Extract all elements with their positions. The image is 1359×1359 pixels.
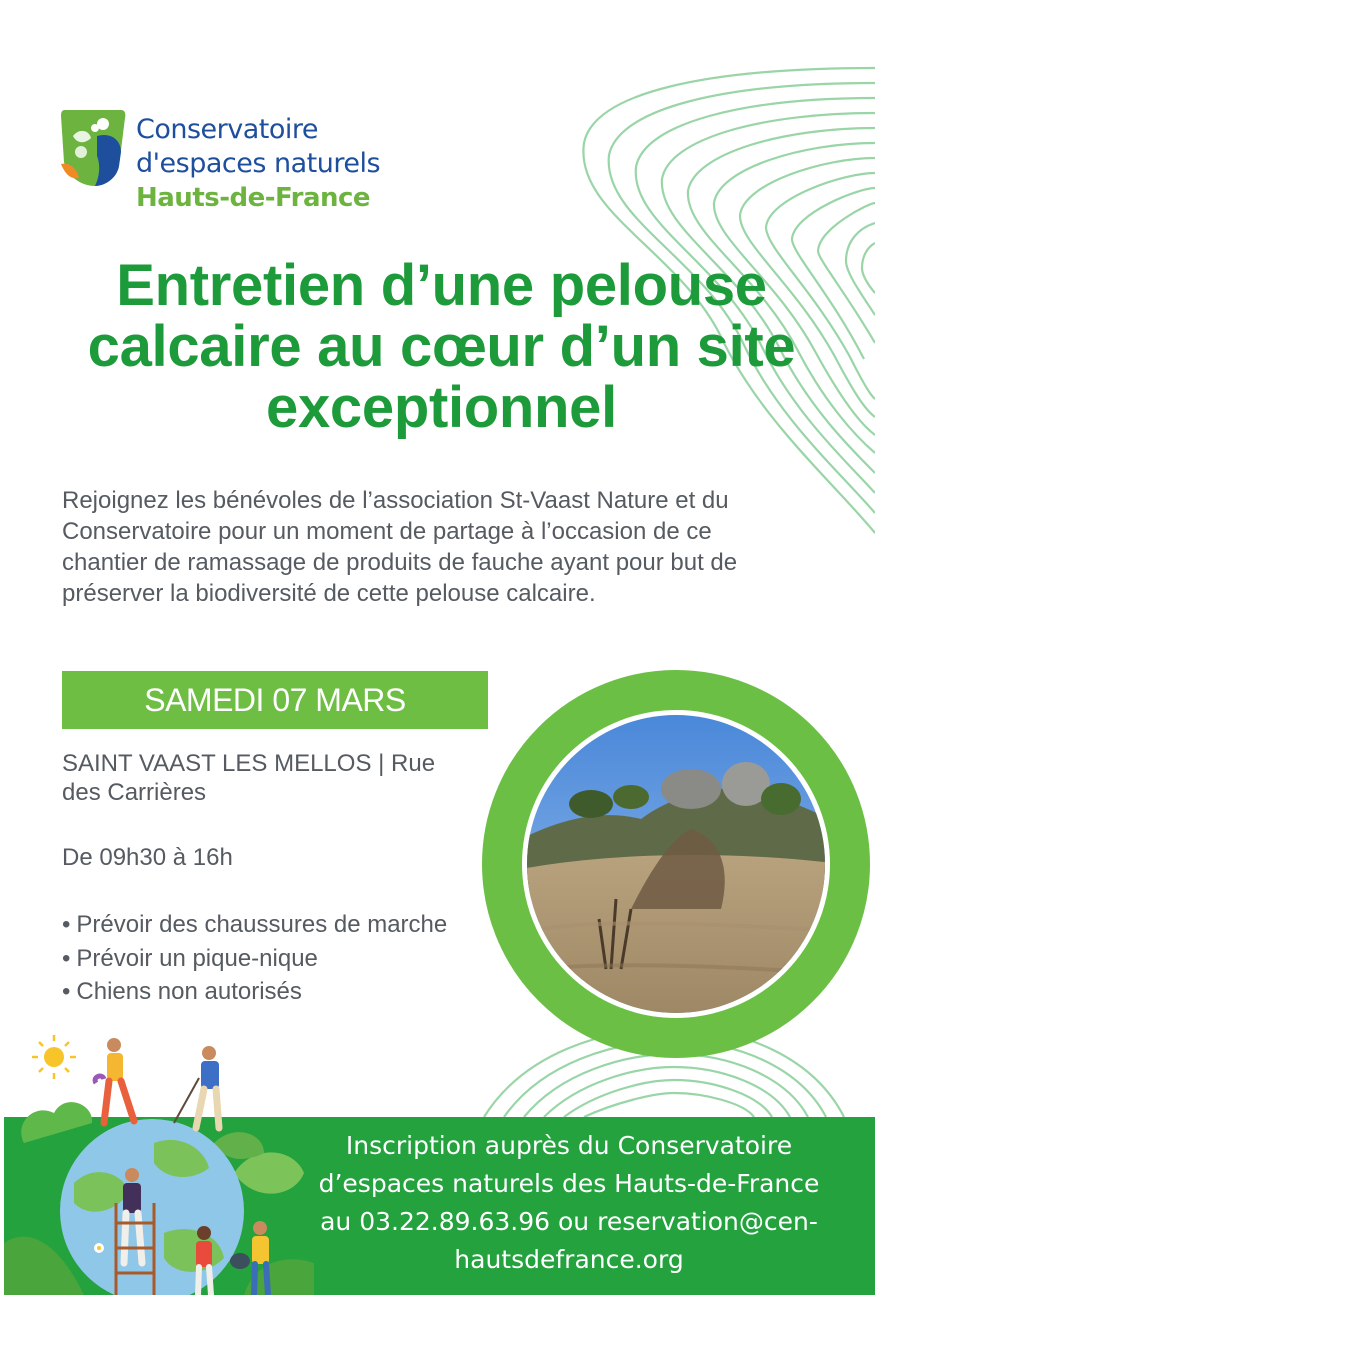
volunteers-globe-illustration [4, 1023, 314, 1295]
logo-text-line-3: Hauts-de-France [136, 183, 371, 213]
sun-icon [32, 1035, 76, 1079]
flower-icon [94, 1243, 104, 1253]
list-item: • Prévoir un pique-nique [62, 942, 447, 976]
event-notes-list [62, 908, 447, 1009]
event-hours: De 09h30 à 16h [62, 844, 233, 871]
list-item: • Prévoir des chaussures de marche [62, 908, 447, 942]
event-location: SAINT VAAST LES MELLOS | Rue des Carrières [62, 750, 436, 806]
organization-logo [59, 103, 419, 218]
leaf-emblem-icon [59, 106, 129, 190]
list-item: • Chiens non autorisés [62, 975, 447, 1009]
logo-text-line-2: d'espaces naturels [136, 148, 381, 179]
event-title: Entretien d’une pelouse calcaire au cœur d’un site exceptionnel [87, 253, 796, 440]
site-photo [481, 669, 871, 1059]
registration-contact: Inscription auprès du Conservatoire d’espaces naturels des Hauts-de-France au 03.22.89.63.96 ou reservation@cen-hautsdefrance.org [318, 1131, 820, 1274]
event-poster [4, 63, 875, 1295]
volunteer-figure [95, 1038, 134, 1123]
logo-text-line-1: Conservatoire [136, 114, 319, 145]
event-date-badge: SAMEDI 07 MARS [62, 671, 488, 729]
volunteer-figure [174, 1046, 219, 1128]
event-description: Rejoignez les bénévoles de l’association St-Vaast Nature et du Conservatoire pour un moment de partage à l’occasion de ce chantier de ramassage de produits de fauche ayant pour but de préserver la biodiversité de cette pelouse calcaire. [62, 487, 738, 607]
